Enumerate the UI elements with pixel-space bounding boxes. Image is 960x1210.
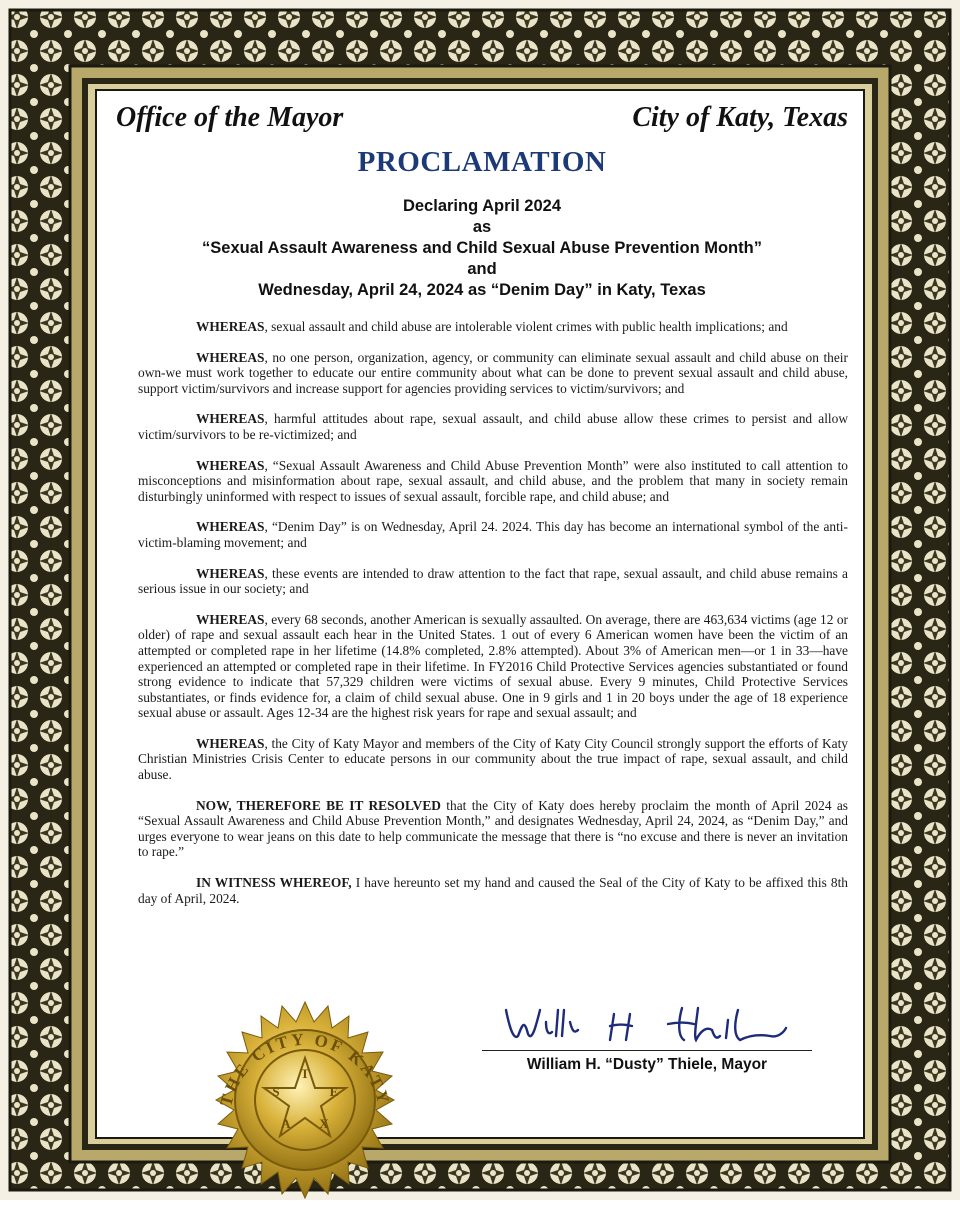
signature-block: [482, 996, 812, 1086]
paragraph-text: that the City of Katy does hereby proclaim the month of April 2024 as “Sexual Assault Awareness and Child Abuse Prevention Month,” and designates Wednesday, April 24, 2024, as “Denim Day,” and urges everyone to wear jeans on this date to help communicate the message that there is “no excuse and there is never an invitation to rape.”: [138, 797, 848, 860]
subtitle-line: as: [472, 218, 492, 236]
whereas-paragraph: [138, 458, 848, 505]
seal-ring-text: THE CITY OF KATY: [216, 1029, 394, 1109]
whereas-paragraph: [138, 319, 848, 335]
resolution-paragraph: [138, 798, 848, 860]
seal-letter: T: [300, 1066, 310, 1081]
seal-letter: X: [319, 1116, 329, 1131]
city-seal: [186, 1000, 424, 1210]
document-body: [104, 96, 860, 1136]
proclamation-text: [138, 319, 848, 921]
paragraph-lead: WHEREAS: [196, 611, 265, 627]
paragraph-text: , sexual assault and child abuse are intolerable violent crimes with public health implications; and: [264, 319, 788, 334]
paragraph-text: , every 68 seconds, another American is sexually assaulted. On average, there are 463,634 victims (age 12 or older) of rape and sexual assault each hear in the United States. 1 out of every 6 American women have been the victim of an attempted or completed rape in her lifetime (14.8% completed, 2.8% attempted). About 3% of American men—or 1 in 33—have experienced an attempted or completed rape in their lifetime. In FY2016 Child Protective Services agencies substantiated or found strong evidence to indicate that 57,329 children were victims of sexual abuse. Every 9 minutes, Child Protective Services substantiates, or finds evidence for, a claim of child sexual abuse. One in 9 girls and 1 in 20 boys under the age of 18 experience sexual abuse or assault. Ages 12-34 are the highest risk years for rape and sexual assault; and: [138, 611, 848, 721]
mayor-name: William H. “Dusty” Thiele, Mayor: [526, 1056, 768, 1073]
paragraph-lead: WHEREAS: [196, 411, 265, 427]
subtitle-line: and: [467, 260, 497, 278]
subtitle-line: “Sexual Assault Awareness and Child Sexual Abuse Prevention Month”: [202, 239, 762, 257]
seal-letter: E: [329, 1084, 339, 1099]
paragraph-lead: WHEREAS: [196, 319, 265, 334]
paragraph-text: , “Denim Day” is on Wednesday, April 24. 2024. This day has become an international symbol of the anti-victim-blaming movement; and: [138, 519, 848, 550]
whereas-paragraph: [138, 350, 848, 397]
paragraph-lead: WHEREAS: [196, 565, 265, 581]
office-title: Office of the Mayor: [116, 102, 344, 133]
paragraph-lead: WHEREAS: [196, 457, 265, 473]
paragraph-text: , the City of Katy Mayor and members of the City of Katy City Council strongly support the efforts of Katy Christian Ministries Crisis Center to educate persons in our community about the true impact of rape, sexual assault, and child abuse.: [138, 735, 848, 783]
paragraph-lead: WHEREAS: [196, 519, 265, 535]
signature-line: [482, 1050, 812, 1051]
handwritten-signature: [502, 996, 792, 1052]
paragraph-text: , harmful attitudes about rape, sexual assault, and child abuse allow these crimes to persist and allow victim/survivors to be re-victimized; and: [138, 411, 848, 442]
whereas-paragraph: [138, 566, 848, 597]
paragraph-lead: NOW, THEREFORE BE IT RESOLVED: [196, 797, 441, 813]
subtitle-line: Declaring April 2024: [402, 197, 562, 215]
paragraph-text: I have hereunto set my hand and caused the Seal of the City of Katy to be affixed this 8th day of April, 2024.: [138, 875, 848, 906]
witness-paragraph: [138, 875, 848, 906]
city-title: City of Katy, Texas: [632, 102, 848, 133]
seal-letter: S: [272, 1084, 280, 1099]
paragraph-text: , “Sexual Assault Awareness and Child Abuse Prevention Month” were also instituted to call attention to misconceptions and misinformation about rape, sexual assault, and child abuse, and the problem that many in society remain disturbingly uninformed with respect to issues of sexual assault, forcible rape, and child abuse; and: [138, 457, 848, 504]
subtitle-line: Wednesday, April 24, 2024 as “Denim Day” in Katy, Texas: [258, 281, 706, 299]
proclamation-subtitle: [104, 196, 860, 301]
proclamation-title: PROCLAMATION: [357, 146, 607, 178]
whereas-paragraph: [138, 736, 848, 783]
paragraph-text: , no one person, organization, agency, or community can eliminate sexual assault and child abuse on their own-we must work together to educate our entire community about what can be done to prevent sexual assault and child abuse, support victim/survivors and increase support for agencies providing services to victim/survivors; and: [138, 349, 848, 396]
paragraph-lead: IN WITNESS WHEREOF,: [196, 875, 352, 891]
whereas-paragraph: [138, 519, 848, 550]
paragraph-lead: WHEREAS: [196, 735, 265, 751]
letterhead: [116, 102, 848, 142]
whereas-paragraph: [138, 411, 848, 442]
paragraph-lead: WHEREAS: [196, 349, 265, 365]
seal-letter: A: [281, 1116, 291, 1131]
whereas-paragraph: [138, 612, 848, 721]
paragraph-text: , these events are intended to draw attention to the fact that rape, sexual assault, and child abuse remains a serious issue in our society; and: [138, 565, 848, 597]
